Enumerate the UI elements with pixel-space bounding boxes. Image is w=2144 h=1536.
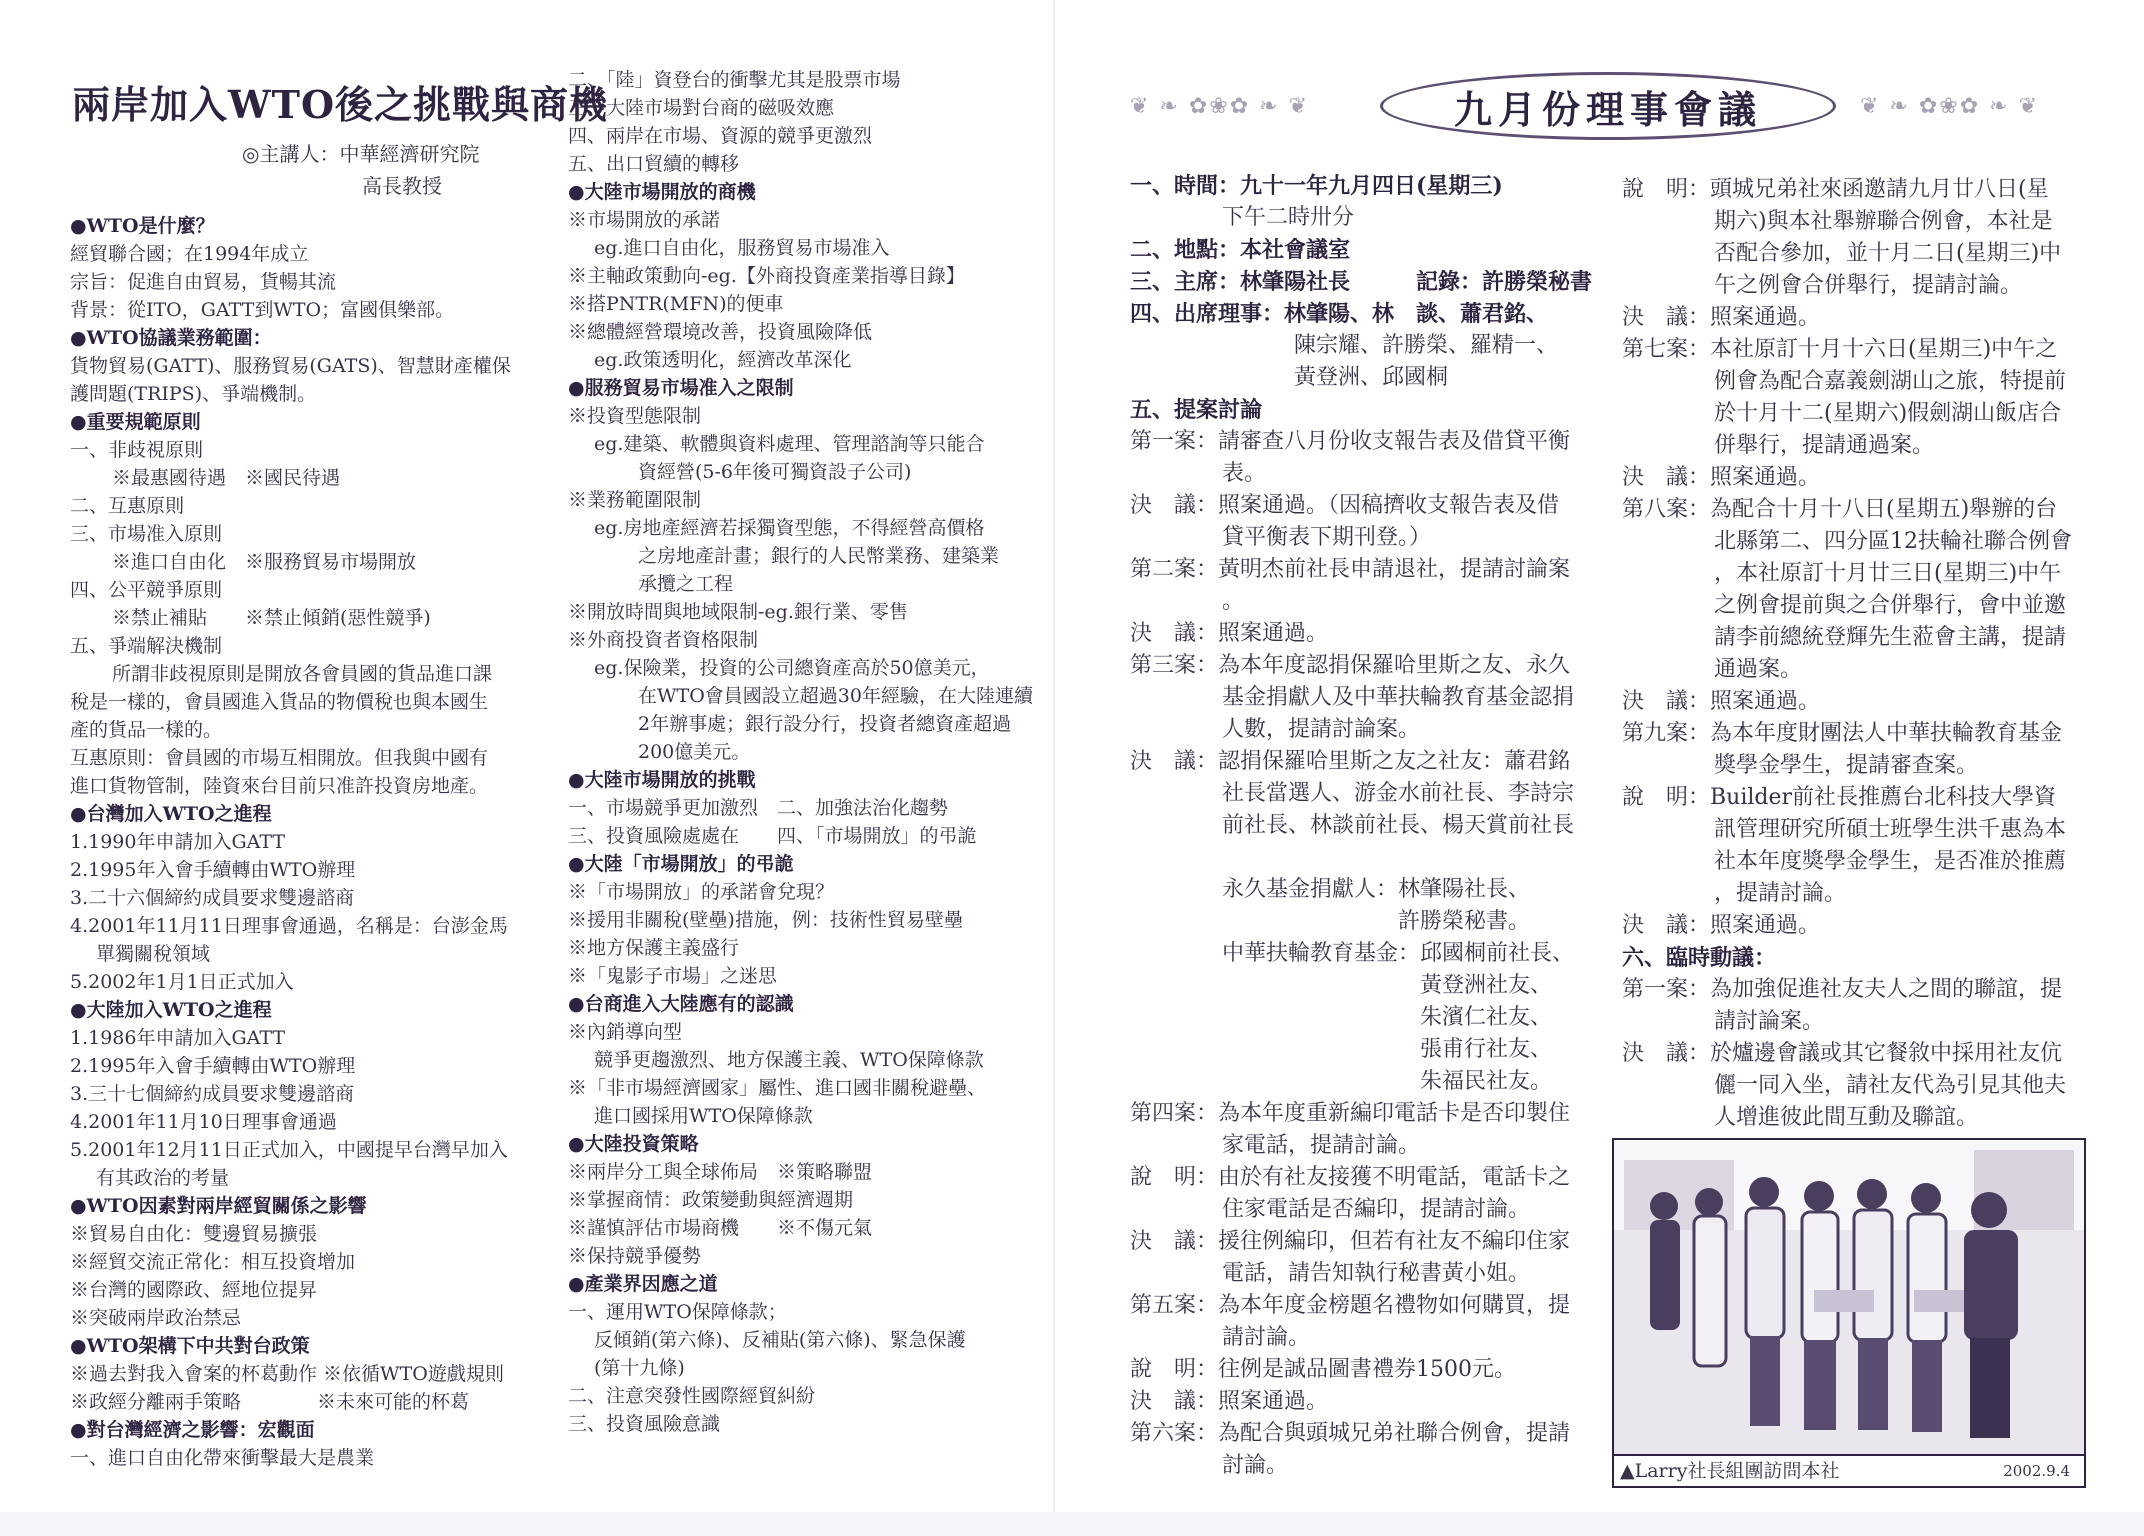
section-heading: ●台商進入大陸應有的認識 (568, 993, 794, 1015)
article-line: 5.2002年1月1日正式加入 (70, 971, 294, 993)
minutes-label: 決 議： (1622, 689, 1711, 714)
page-fold (1053, 0, 1055, 1536)
minutes-text: 為本年度認捐保羅哈里斯之友、永久 (1218, 653, 1571, 678)
minutes-row (1130, 1290, 1600, 1322)
minutes-text: 人增進彼此間互動及聯誼。 (1714, 1105, 1979, 1130)
minutes-label: 決 議： (1130, 749, 1219, 774)
article-line: 競爭更趨激烈、地方保護主義、WTO保障條款 (594, 1049, 984, 1071)
minutes-text: 請討論案。 (1714, 1009, 1825, 1034)
article-line: 貨物貿易(GATT)、服務貿易(GATS)、智慧財產權保 (70, 355, 511, 377)
minutes-row (1622, 942, 2092, 974)
minutes-text: 儷一同入坐，請社友代為引見其他夫 (1714, 1073, 2067, 1098)
article-line: ※搭PNTR(MFN)的便車 (568, 293, 784, 315)
minutes-row (1622, 910, 2092, 942)
minutes-row (1622, 526, 2092, 558)
photo-caption-text: ▲Larry社長組團訪問本社 (1620, 1460, 1840, 1482)
minutes-label: 第一案： (1622, 977, 1711, 1002)
minutes-text: 前社長、林談前社長、楊天賞前社長 (1222, 813, 1575, 838)
minutes-row (1622, 430, 2092, 462)
minutes-row (1622, 1102, 2092, 1134)
article-line: ※保持競爭優勢 (568, 1245, 702, 1267)
article-line: ※市場開放的承諾 (568, 209, 721, 231)
minutes-text: 本社會議室 (1240, 237, 1351, 263)
minutes-text: 貸平衡表下期刊登。） (1222, 525, 1432, 550)
minutes-text: 援往例編印，但若有社友不編印住家 (1218, 1229, 1571, 1254)
article-line: 三、市場准入原則 (70, 523, 223, 545)
article-line: 2.1995年入會手續轉由WTO辦理 (70, 1055, 356, 1077)
minutes-text: 否配合參加，並十月二日(星期三)中 (1714, 241, 2062, 266)
minutes-row (1130, 1354, 1600, 1386)
minutes-row (1130, 522, 1600, 554)
article-line: ※投資型態限制 (568, 405, 702, 427)
minutes-text: 林肇陽社長 記錄：許勝榮秘書 (1240, 269, 1593, 295)
minutes-label: 三、主席： (1130, 269, 1241, 295)
article-title: 兩岸加入WTO後之挑戰與商機 (72, 82, 609, 127)
article-column-2 (568, 66, 1033, 1438)
minutes-row (1622, 718, 2092, 750)
minutes-text: 北縣第二、四分區12扶輪社聯合例會 (1714, 529, 2072, 554)
section-heading: ●大陸市場開放的商機 (568, 181, 756, 203)
vine-ornament-right-icon: ❦ ❧ ✿❀✿ ❧ ❦ (1860, 94, 2040, 119)
minutes-row (1130, 842, 1600, 874)
minutes-label: 第九案： (1622, 721, 1711, 746)
minutes-row (1622, 206, 2092, 238)
minutes-label: 四、出席理事： (1130, 301, 1285, 327)
section-heading: ●大陸投資策略 (568, 1133, 699, 1155)
article-line: 進口國採用WTO保障條款 (594, 1105, 813, 1127)
minutes-row (1130, 1130, 1600, 1162)
speaker-credit (242, 138, 479, 202)
minutes-text: ，本社原訂十月廿三日(星期三)中午 (1714, 561, 2062, 586)
section-heading: ●WTO因素對兩岸經貿關係之影響 (70, 1195, 367, 1217)
article-line: eg.進口自由化，服務貿易市場准入 (594, 237, 890, 259)
minutes-text: 為配合十月十八日(星期五)舉辦的台 (1710, 497, 2058, 522)
minutes-row (1130, 490, 1600, 522)
minutes-text: 張甫行社友、 (1222, 1037, 1553, 1062)
minutes-text: 黃明杰前社長申請退社，提請討論案 (1218, 557, 1571, 582)
minutes-text: 通過案。 (1714, 657, 1803, 682)
section-heading: ●WTO是什麼？ (70, 215, 215, 237)
minutes-text: 頭城兄弟社來函邀請九月廿八日(星 (1710, 177, 2049, 202)
section-heading: ●台灣加入WTO之進程 (70, 803, 272, 825)
minutes-text: 之例會提前與之合併舉行，會中並邀 (1714, 593, 2067, 618)
article-line: ※內銷導向型 (568, 1021, 683, 1043)
article-line: 5.2001年12月11日正式加入，中國提早台灣早加入 (70, 1139, 508, 1161)
minutes-row (1622, 686, 2092, 718)
section-heading: ●產業界因應之道 (568, 1273, 718, 1295)
minutes-row (1130, 1194, 1600, 1226)
minutes-row (1130, 1098, 1600, 1130)
minutes-row (1622, 238, 2092, 270)
article-line: ※開放時間與地域限制-eg.銀行業、零售 (568, 601, 908, 623)
minutes-label: 決 議： (1622, 1041, 1711, 1066)
minutes-row (1130, 714, 1600, 746)
minutes-row (1622, 302, 2092, 334)
minutes-text: 朱濱仁社友、 (1222, 1005, 1553, 1030)
photo-caption (1614, 1454, 2084, 1486)
article-line: 反傾銷(第六條)、反補貼(第六條)、緊急保護 (594, 1329, 966, 1351)
minutes-row (1130, 938, 1600, 970)
minutes-label: 決 議： (1622, 913, 1711, 938)
minutes-text: 永久基金捐獻人：林肇陽社長、 (1222, 877, 1531, 902)
article-line: ※貿易自由化：雙邊貿易擴張 (70, 1223, 318, 1245)
minutes-text: 請李前總統登輝先生蒞會主講，提請 (1714, 625, 2067, 650)
minutes-text: Builder前社長推薦台北科技大學資 (1710, 785, 2057, 810)
article-line: ※禁止補貼 ※禁止傾銷(惡性競爭) (112, 607, 431, 629)
minutes-text: 請審查八月份收支報告表及借貸平衡 (1218, 429, 1571, 454)
minutes-label: 第八案： (1622, 497, 1711, 522)
minutes-text: 午之例會合併舉行，提請討論。 (1714, 273, 2023, 298)
article-line: ※政經分離兩手策略 ※未來可能的杯葛 (70, 1391, 470, 1413)
minutes-text: 照案通過。 (1710, 305, 1821, 330)
minutes-text: 住家電話是否編印，提請討論。 (1222, 1197, 1531, 1222)
minutes-row (1130, 906, 1600, 938)
minutes-row (1130, 426, 1600, 458)
section-heading: ●大陸「市場開放」的弔詭 (568, 853, 794, 875)
article-line: 4.2001年11月10日理事會通過 (70, 1111, 337, 1133)
article-line: 護問題(TRIPS)、爭端機制。 (70, 383, 317, 405)
minutes-row (1130, 586, 1600, 618)
minutes-row (1130, 682, 1600, 714)
minutes-row (1622, 494, 2092, 526)
article-line: 三、大陸市場對台商的磁吸效應 (568, 97, 835, 119)
article-line: ※兩岸分工與全球佈局 ※策略聯盟 (568, 1161, 873, 1183)
article-line: 一、非歧視原則 (70, 439, 204, 461)
article-line: 1.1990年申請加入GATT (70, 831, 286, 853)
minutes-row (1130, 810, 1600, 842)
minutes-row (1622, 398, 2092, 430)
article-line: 4.2001年11月11日理事會通過，名稱是：台澎金馬 (70, 915, 508, 937)
article-line: ※進口自由化 ※服務貿易市場開放 (112, 551, 417, 573)
minutes-text: 照案通過。（因稿擠收支報告表及借 (1218, 493, 1560, 518)
minutes-row (1622, 654, 2092, 686)
minutes-row (1622, 750, 2092, 782)
minutes-text: 照案通過。 (1710, 913, 1821, 938)
minutes-text: 併舉行，提請通過案。 (1714, 433, 1935, 458)
article-line: 資經營(5-6年後可獨資設子公司) (638, 461, 912, 483)
minutes-row (1130, 778, 1600, 810)
minutes-text: 照案通過。 (1218, 621, 1329, 646)
minutes-text: 為本年度重新編印電話卡是否印製住 (1218, 1101, 1571, 1126)
minutes-text: 社本年度獎學金學生，是否准於推薦 (1714, 849, 2067, 874)
article-line: ※過去對我入會案的杯葛動作 ※依循WTO遊戲規則 (70, 1363, 504, 1385)
article-line: eg.政策透明化，經濟改革深化 (594, 349, 852, 371)
vine-ornament-left-icon: ❦ ❧ ✿❀✿ ❧ ❦ (1130, 94, 1310, 119)
article-line: 互惠原則：會員國的市場互相開放。但我與中國有 (70, 747, 489, 769)
minutes-text: 黃登洲、邱國桐 (1294, 365, 1449, 390)
article-line: ※掌握商情：政策變動與經濟週期 (568, 1189, 854, 1211)
minutes-text: 家電話，提請討論。 (1222, 1133, 1421, 1158)
article-line: ※主軸政策動向-eg.【外商投資產業指導目錄】 (568, 265, 965, 287)
photo-date: 2002.9.4 (2003, 1462, 2070, 1480)
article-line: 五、爭端解決機制 (70, 635, 223, 657)
minutes-row (1130, 234, 1600, 266)
article-line: 之房地產計畫；銀行的人民幣業務、建築業 (638, 545, 1000, 567)
minutes-row (1622, 846, 2092, 878)
minutes-text: 朱福民社友。 (1222, 1069, 1553, 1094)
minutes-row (1622, 174, 2092, 206)
minutes-text: 於十月十二(星期六)假劍湖山飯店合 (1714, 401, 2062, 426)
minutes-text: 黃登洲社友、 (1222, 973, 1553, 998)
minutes-label: 一、時間： (1130, 173, 1241, 199)
section-heading: ●大陸市場開放的挑戰 (568, 769, 756, 791)
minutes-row (1130, 1322, 1600, 1354)
article-line: 2.1995年入會手續轉由WTO辦理 (70, 859, 356, 881)
minutes-row (1622, 782, 2092, 814)
minutes-row (1622, 270, 2092, 302)
minutes-text: 獎學金學生，提請審查案。 (1714, 753, 1979, 778)
minutes-column-1 (1130, 170, 1600, 1482)
minutes-text (1130, 845, 1222, 870)
article-line: 1.1986年申請加入GATT (70, 1027, 286, 1049)
minutes-row (1130, 362, 1600, 394)
article-line: 經貿聯合國；在1994年成立 (70, 243, 309, 265)
article-line: 一、進口自由化帶來衝擊最大是農業 (70, 1447, 375, 1469)
minutes-text: 中華扶輪教育基金：邱國桐前社長、 (1222, 941, 1575, 966)
minutes-row (1130, 202, 1600, 234)
article-line: ※最惠國待遇 ※國民待遇 (112, 467, 341, 489)
minutes-text: 基金捐獻人及中華扶輪教育基金認捐 (1222, 685, 1575, 710)
minutes-row (1622, 814, 2092, 846)
minutes-row (1622, 622, 2092, 654)
article-line: ※援用非關稅(壁壘)措施，例：技術性貿易壁壘 (568, 909, 963, 931)
article-line: 二、注意突發性國際經貿糾紛 (568, 1385, 816, 1407)
article-line: eg.房地產經濟若採獨資型態，不得經營高價格 (594, 517, 985, 539)
minutes-row (1622, 1038, 2092, 1070)
article-line: 所謂非歧視原則是開放各會員國的貨品進口課 (112, 663, 493, 685)
minutes-text: 本社原訂十月十六日(星期三)中午之 (1710, 337, 2058, 362)
minutes-text: 為本年度金榜題名禮物如何購買，提 (1218, 1293, 1571, 1318)
article-line: ※「非市場經濟國家」屬性、進口國非關稅避壘、 (568, 1077, 987, 1099)
minutes-row (1130, 1418, 1600, 1450)
minutes-text: 人數，提請討論案。 (1222, 717, 1421, 742)
minutes-label: 第二案： (1130, 557, 1219, 582)
article-column-1 (70, 212, 511, 1472)
minutes-text: 照案通過。 (1218, 1389, 1329, 1414)
article-line: 四、公平競爭原則 (70, 579, 223, 601)
section-heading: ●WTO架構下中共對台政策 (70, 1335, 310, 1357)
section-heading: ●對台灣經濟之影響：宏觀面 (70, 1419, 315, 1441)
meeting-title: 九月份理事會議 (1380, 72, 1836, 140)
minutes-row (1622, 558, 2092, 590)
minutes-label: 五、提案討論 (1130, 397, 1263, 423)
article-line: 進口貨物管制，陸資來台目前只准許投資房地產。 (70, 775, 489, 797)
minutes-row (1622, 462, 2092, 494)
minutes-text: 為本年度財團法人中華扶輪教育基金 (1710, 721, 2063, 746)
minutes-text: 電話，請告知執行秘書黃小姐。 (1222, 1261, 1531, 1286)
minutes-text: 為加強促進社友夫人之間的聯誼，提 (1710, 977, 2063, 1002)
minutes-text: 討論。 (1222, 1453, 1289, 1478)
minutes-text: 由於有社友接獲不明電話，電話卡之 (1218, 1165, 1571, 1190)
article-line: (第十九條) (594, 1357, 685, 1379)
minutes-row (1622, 878, 2092, 910)
minutes-row (1130, 554, 1600, 586)
minutes-row (1130, 1066, 1600, 1098)
article-line: 二、「陸」資登台的衝擊尤其是股票市場 (568, 69, 901, 91)
article-line: 四、兩岸在市場、資源的競爭更激烈 (568, 125, 873, 147)
minutes-row (1622, 590, 2092, 622)
article-line: 背景：從ITO，GATT到WTO；富國俱樂部。 (70, 299, 455, 321)
meeting-title-banner (1130, 66, 2080, 146)
minutes-text: 社長當選人、游金水前社長、李詩宗 (1222, 781, 1575, 806)
minutes-text: 九十一年九月四日(星期三) (1240, 173, 1503, 199)
minutes-row (1130, 618, 1600, 650)
minutes-text: 表。 (1222, 461, 1267, 486)
article-line: ※業務範圍限制 (568, 489, 702, 511)
article-line: 3.二十六個締約成員要求雙邊諮商 (70, 887, 355, 909)
speaker-line: 高長教授 (362, 174, 442, 198)
minutes-label: 決 議： (1130, 493, 1219, 518)
article-line: 一、運用WTO保障條款； (568, 1301, 787, 1323)
group-photo-image (1614, 1140, 2084, 1456)
minutes-text: 訊管理研究所碩士班學生洪千惠為本 (1714, 817, 2067, 842)
minutes-label: 第五案： (1130, 1293, 1219, 1318)
minutes-label: 六、臨時動議： (1622, 945, 1777, 971)
minutes-label: 決 議： (1622, 305, 1711, 330)
minutes-text: 照案通過。 (1710, 689, 1821, 714)
minutes-row (1622, 334, 2092, 366)
minutes-label: 第一案： (1130, 429, 1219, 454)
article-line: ※台灣的國際政、經地位提昇 (70, 1279, 318, 1301)
minutes-row (1130, 170, 1600, 202)
minutes-row (1130, 1034, 1600, 1066)
minutes-row (1130, 330, 1600, 362)
section-heading: ●WTO協議業務範圍： (70, 327, 272, 349)
article-line: 產的貨品一樣的。 (70, 719, 223, 741)
article-line: 一、市場競爭更加激烈 二、加強法治化趨勢 (568, 797, 949, 819)
minutes-text: 許勝榮秘書。 (1222, 909, 1531, 934)
article-line: ※地方保護主義盛行 (568, 937, 740, 959)
minutes-text: 認捐保羅哈里斯之友之社友：蕭君銘 (1218, 749, 1571, 774)
minutes-row (1130, 394, 1600, 426)
minutes-label: 說 明： (1130, 1165, 1219, 1190)
scan-edge (0, 1512, 2144, 1536)
minutes-label: 第七案： (1622, 337, 1711, 362)
section-heading: ●重要規範原則 (70, 411, 201, 433)
minutes-text: 。 (1222, 589, 1245, 614)
section-heading: ●大陸加入WTO之進程 (70, 999, 272, 1021)
minutes-row (1130, 1258, 1600, 1290)
article-line: ※突破兩岸政治禁忌 (70, 1307, 242, 1329)
minutes-label: 說 明： (1622, 177, 1711, 202)
article-line: eg.建築、軟體與資料處理、管理諮詢等只能合 (594, 433, 985, 455)
minutes-label: 第六案： (1130, 1421, 1219, 1446)
article-line: 在WTO會員國設立超過30年經驗，在大陸連續 (638, 685, 1033, 707)
minutes-row (1130, 970, 1600, 1002)
article-line: 二、互惠原則 (70, 495, 185, 517)
minutes-text: 例會為配合嘉義劍湖山之旅，特提前 (1714, 369, 2067, 394)
group-photo (1612, 1138, 2086, 1488)
article-line: 200億美元。 (638, 741, 751, 763)
minutes-row (1130, 746, 1600, 778)
article-line: 五、出口貿續的轉移 (568, 153, 740, 175)
article-line: ※「市場開放」的承諾會兌現？ (568, 881, 835, 903)
article-line: 三、投資風險處處在 四、「市場開放」的弔詭 (568, 825, 977, 847)
article-line: 有其政治的考量 (96, 1167, 230, 1189)
article-line: ※總體經營環境改善，投資風險降低 (568, 321, 873, 343)
article-line: ※外商投資者資格限制 (568, 629, 759, 651)
minutes-row (1130, 650, 1600, 682)
minutes-row (1130, 1226, 1600, 1258)
minutes-text: 於爐邊會議或其它餐敘中採用社友伉 (1710, 1041, 2063, 1066)
article-line: 承攬之工程 (638, 573, 734, 595)
minutes-label: 說 明： (1622, 785, 1711, 810)
minutes-row (1130, 874, 1600, 906)
minutes-label: 決 議： (1130, 1389, 1219, 1414)
section-heading: ●服務貿易市場准入之限制 (568, 377, 794, 399)
minutes-label: 決 議： (1130, 1229, 1219, 1254)
minutes-label: 第四案： (1130, 1101, 1219, 1126)
minutes-text: 林肇陽、林 談、蕭君銘、 (1284, 301, 1549, 327)
article-line: 2年辦事處；銀行設分行，投資者總資產超過 (638, 713, 1012, 735)
minutes-row (1130, 1162, 1600, 1194)
minutes-row (1622, 366, 2092, 398)
minutes-row (1130, 1386, 1600, 1418)
minutes-text: 往例是誠品圖書禮券1500元。 (1218, 1357, 1517, 1382)
minutes-column-2 (1622, 174, 2092, 1134)
minutes-row (1130, 458, 1600, 490)
minutes-label: 決 議： (1130, 621, 1219, 646)
article-line: ※謹慎評估市場商機 ※不傷元氣 (568, 1217, 873, 1239)
article-line: 3.三十七個締約成員要求雙邊諮商 (70, 1083, 355, 1105)
minutes-text: 下午二時卅分 (1222, 205, 1355, 230)
minutes-text: 為配合與頭城兄弟社聯合例會，提請 (1218, 1421, 1571, 1446)
minutes-text: 請討論。 (1222, 1325, 1311, 1350)
minutes-label: 說 明： (1130, 1357, 1219, 1382)
article-line: 稅是一樣的，會員國進入貨品的物價稅也與本國生 (70, 691, 489, 713)
minutes-text: 照案通過。 (1710, 465, 1821, 490)
minutes-row (1622, 1006, 2092, 1038)
minutes-label: 決 議： (1622, 465, 1711, 490)
minutes-label: 第三案： (1130, 653, 1219, 678)
article-line: 單獨關稅領域 (96, 943, 211, 965)
minutes-row (1622, 974, 2092, 1006)
speaker-line: ◎主講人：中華經濟研究院 (242, 142, 480, 166)
article-line: eg.保險業，投資的公司總資產高於50億美元， (594, 657, 990, 679)
minutes-row (1622, 1070, 2092, 1102)
minutes-text: 陳宗耀、許勝榮、羅精一、 (1294, 333, 1559, 358)
article-line: ※經貿交流正常化：相互投資增加 (70, 1251, 356, 1273)
minutes-row (1130, 266, 1600, 298)
article-line: ※「鬼影子市場」之迷思 (568, 965, 778, 987)
minutes-text: ，提請討論。 (1714, 881, 1847, 906)
minutes-row (1130, 298, 1600, 330)
article-line: 宗旨：促進自由貿易，貨暢其流 (70, 271, 337, 293)
minutes-row (1130, 1450, 1600, 1482)
minutes-label: 二、地點： (1130, 237, 1241, 263)
article-line: 三、投資風險意識 (568, 1413, 721, 1435)
minutes-row (1130, 1002, 1600, 1034)
minutes-text: 期六)與本社舉辦聯合例會，本社是 (1714, 209, 2053, 234)
